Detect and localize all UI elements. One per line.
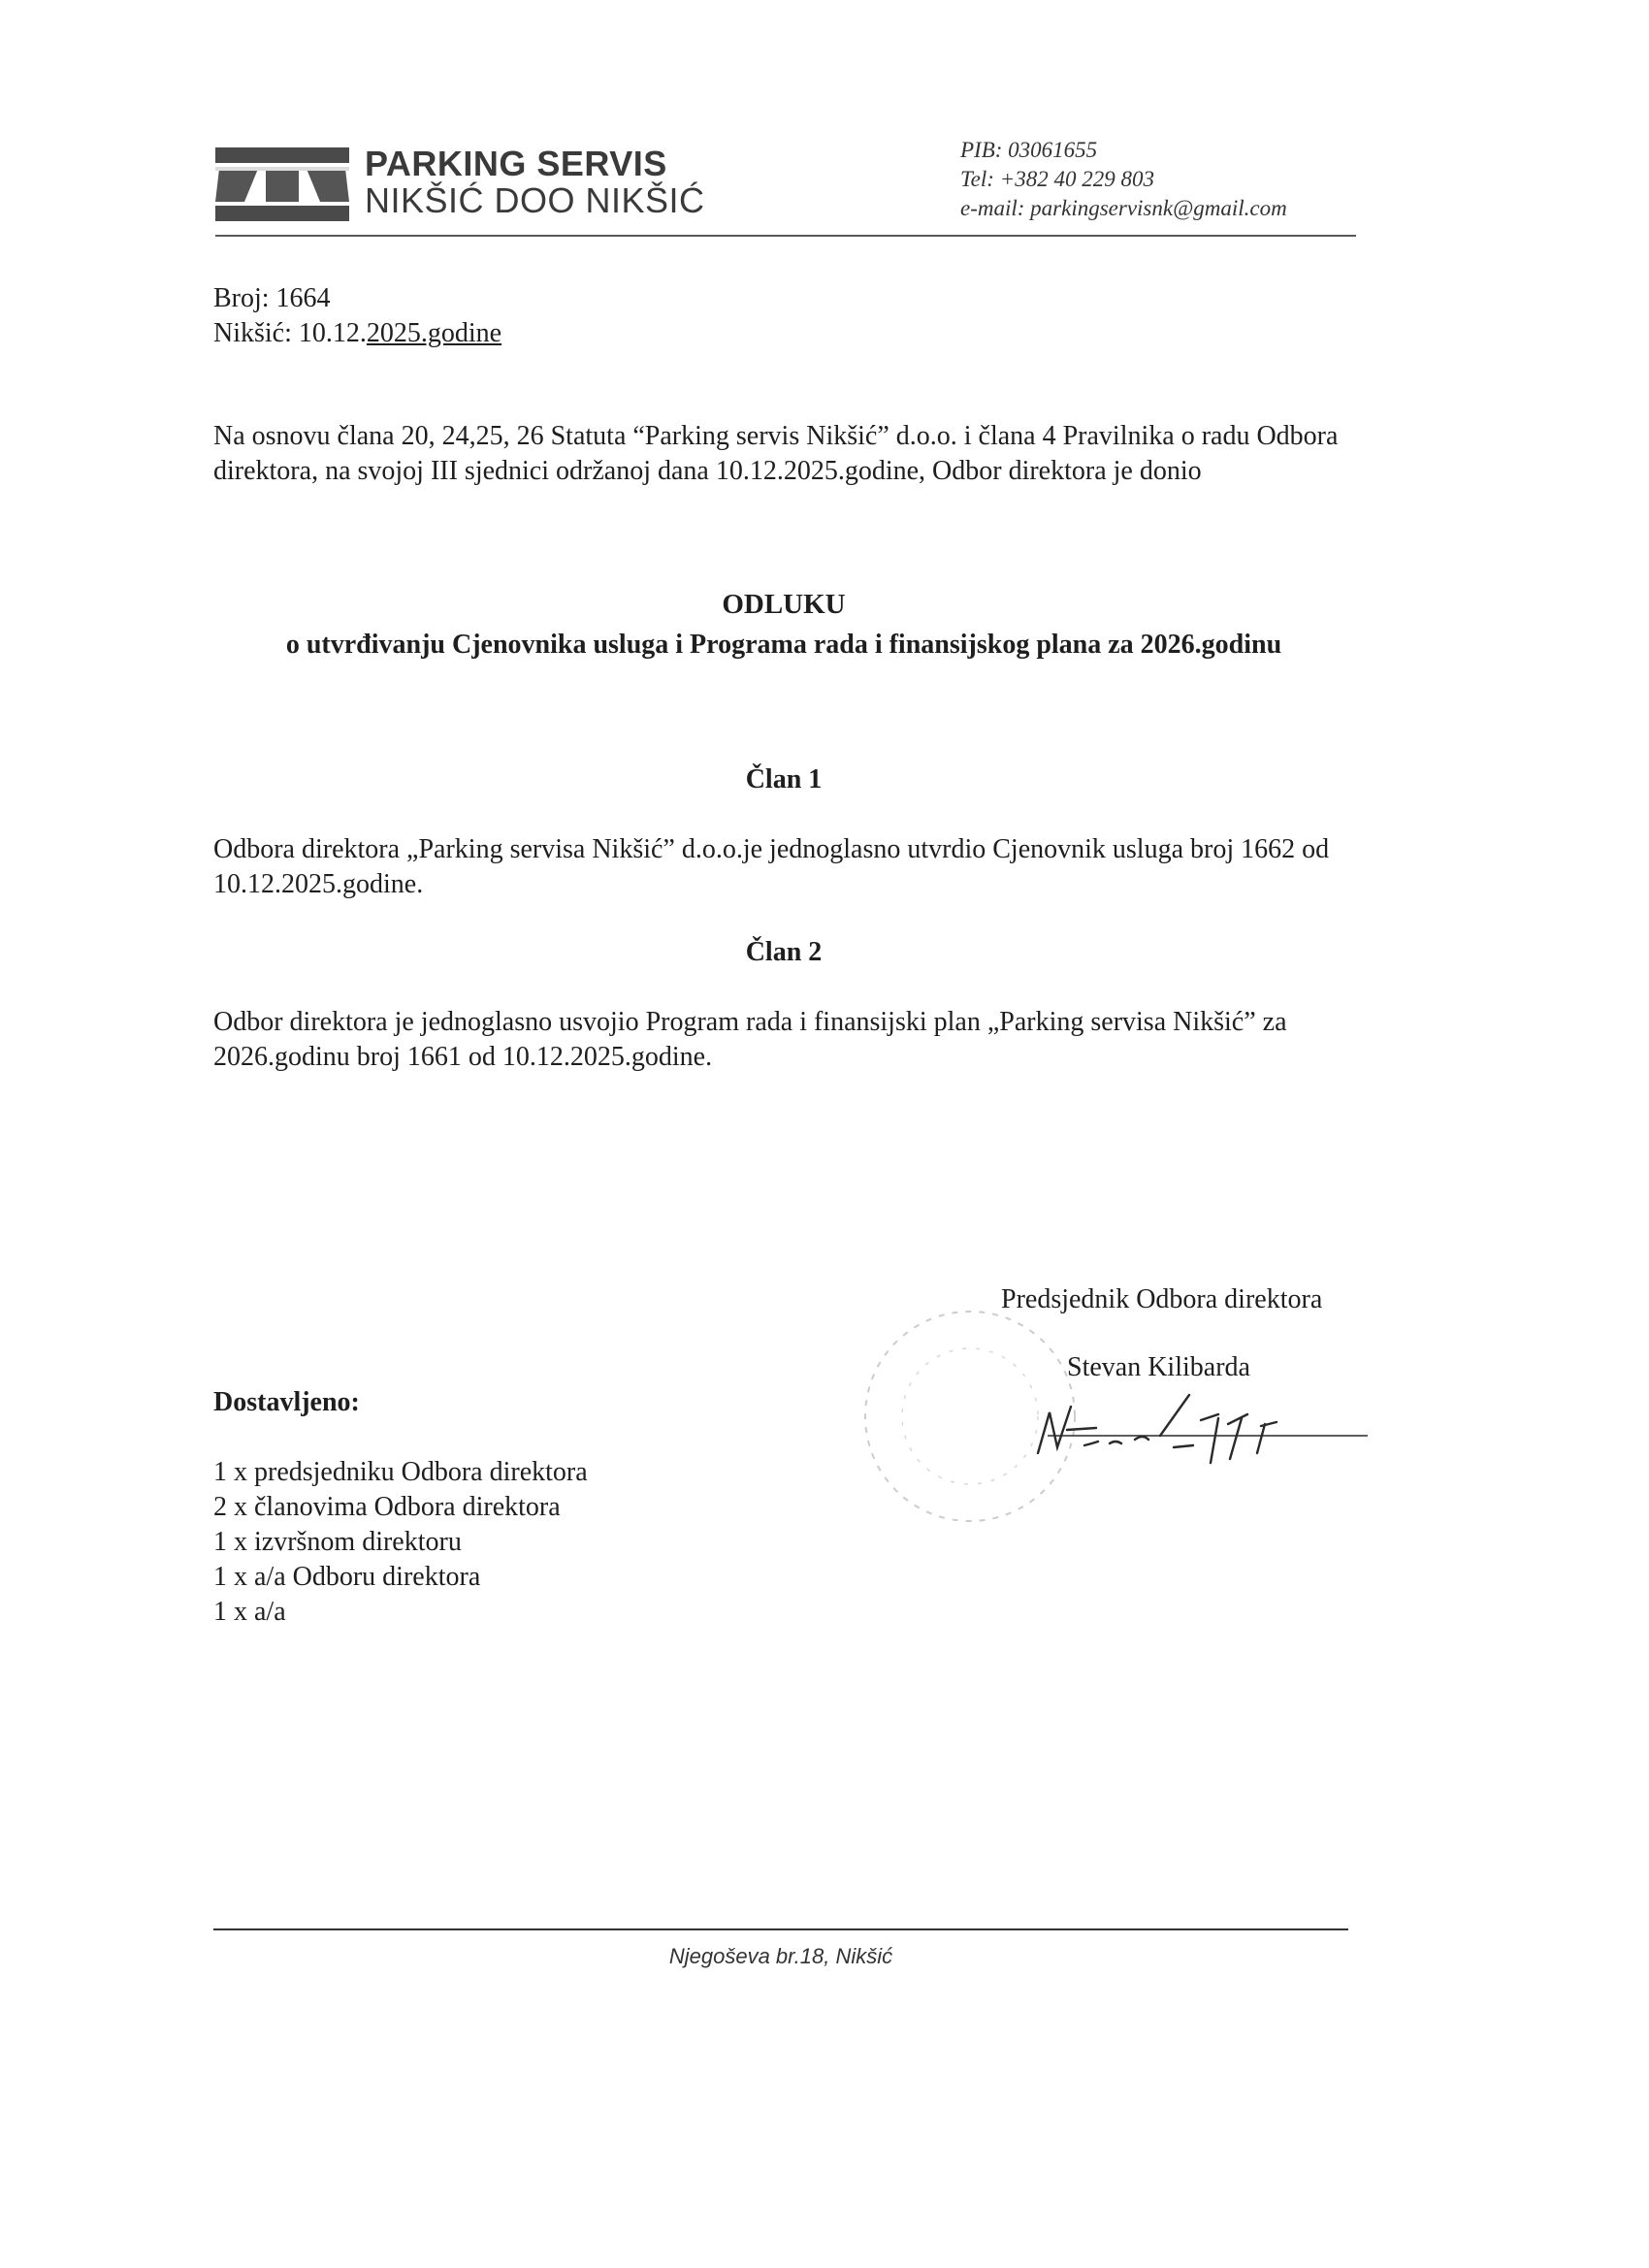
tel-text: Tel: +382 40 229 803 [960, 167, 1154, 191]
delivery-list [213, 1455, 588, 1630]
decision-subtitle: o utvrđivanju Cjenovnika usluga i Programa rada i finansijskog plana za 2026.godinu [285, 630, 1282, 660]
company-name [365, 146, 705, 219]
email-text: e-mail: parkingservisnk@gmail.com [960, 196, 1287, 220]
article-1-text: Odbora direktora „Parking servisa Nikšić” d.o.o.je jednoglasno utvrdio Cjenovnik usluga broj 1662 od 10.12.2025.godine. [213, 834, 1330, 899]
date-underlined: 2025.godine [366, 318, 502, 348]
header-divider [215, 235, 1356, 237]
document-meta [213, 281, 501, 351]
delivery-title: Dostavljeno: [213, 1387, 360, 1417]
company-name-line1: PARKING SERVIS [365, 144, 667, 183]
article-2-heading: Član 2 [745, 937, 823, 967]
list-item: 1 x izvršnom direktoru [213, 1527, 462, 1557]
date-prefix: Nikšić: 10.12. [213, 318, 367, 348]
list-item: 1 x a/a Odboru direktora [213, 1562, 481, 1592]
signatory-title: Predsjednik Odbora direktora [1001, 1284, 1323, 1314]
decision-title: ODLUKU [722, 589, 846, 620]
article-1-heading: Član 1 [745, 764, 823, 794]
intro-paragraph: Na osnovu člana 20, 24,25, 26 Statuta “Parking servis Nikšić” d.o.o. i člana 4 Pravilnika o radu Odbora direktora, na svojoj III sjednici održanoj dana 10.12.2025.godine, Odbor direktora je donio [213, 421, 1339, 486]
company-name-line2: NIKŠIĆ DOO NIKŠIĆ [365, 180, 705, 220]
article-2-text: Odbor direktora je jednoglasno usvojio Program rada i finansijski plan „Parking servisa Nikšić” za 2026.godinu broj 1661 od 10.12.2025.godine. [213, 1007, 1287, 1072]
parking-servis-logo-icon [215, 147, 349, 223]
footer-address: Njegoševa br.18, Nikšić [668, 1944, 893, 1968]
pib-text: PIB: 03061655 [960, 138, 1098, 162]
document-place-date [213, 316, 501, 351]
signatory-name: Stevan Kilibarda [1067, 1352, 1250, 1382]
contact-block [960, 136, 1287, 223]
list-item: 2 x članovima Odbora direktora [213, 1492, 561, 1522]
handwritten-signature-icon [1028, 1385, 1377, 1482]
list-item: 1 x a/a [213, 1597, 286, 1627]
footer-divider [213, 1928, 1348, 1930]
document-number: Broj: 1664 [213, 283, 331, 313]
list-item: 1 x predsjedniku Odbora direktora [213, 1457, 588, 1487]
